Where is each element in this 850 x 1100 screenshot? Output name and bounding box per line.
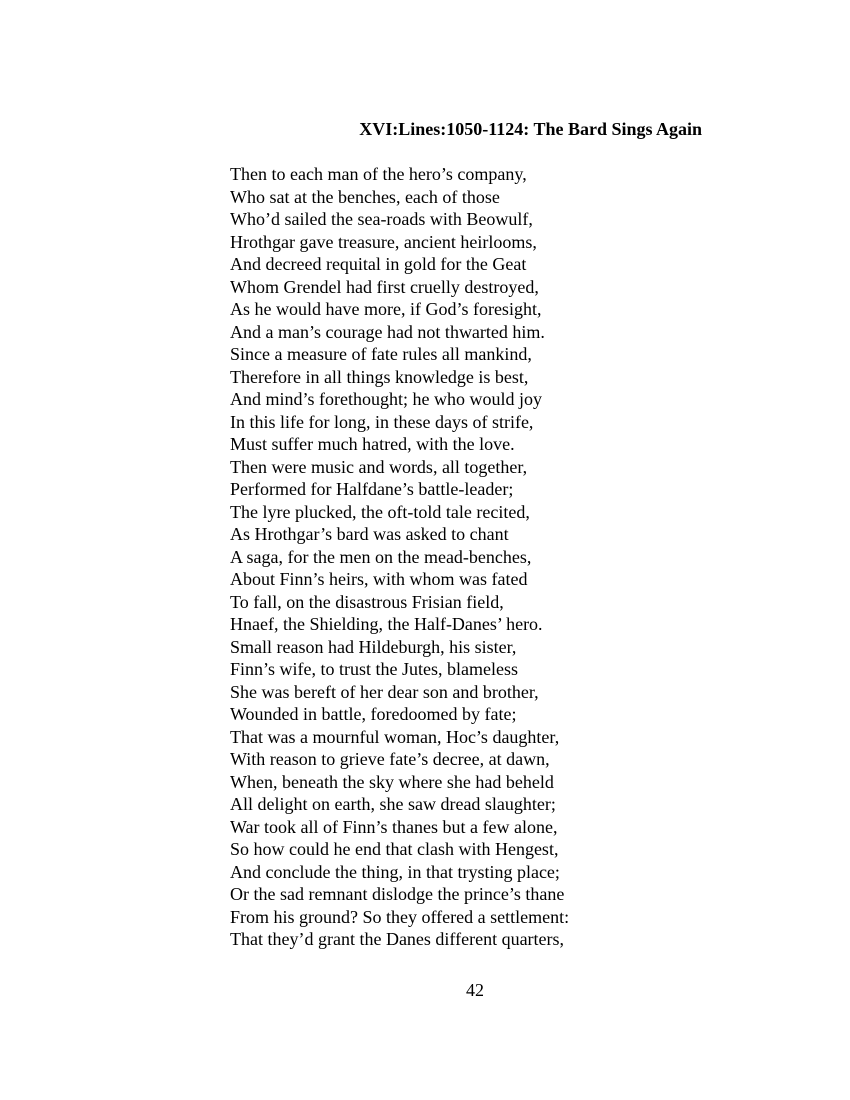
poem-line: With reason to grieve fate’s decree, at dawn, xyxy=(230,749,550,769)
poem-line: So how could he end that clash with Hengest, xyxy=(230,839,559,859)
poem-line: That they’d grant the Danes different quarters, xyxy=(230,929,565,949)
poem-line: Finn’s wife, to trust the Jutes, blameless xyxy=(230,659,518,679)
poem-line: Or the sad remnant dislodge the prince’s thane xyxy=(230,884,565,904)
poem-line: About Finn’s heirs, with whom was fated xyxy=(230,569,528,589)
poem-line: As he would have more, if God’s foresight, xyxy=(230,299,542,319)
poem-line: That was a mournful woman, Hoc’s daughter, xyxy=(230,726,560,747)
poem-line: In this life for long, in these days of strife, xyxy=(230,411,534,432)
poem-line: And decreed requital in gold for the Geat xyxy=(230,254,527,274)
poem-line: To fall, on the disastrous Frisian field, xyxy=(230,591,504,612)
poem-line: Then were music and words, all together, xyxy=(230,456,528,477)
poem-line: And a man’s courage had not thwarted him. xyxy=(230,321,545,342)
poem-line: She was bereft of her dear son and brother, xyxy=(230,681,539,702)
poem-line: The lyre plucked, the oft-told tale recited, xyxy=(230,501,530,522)
poem-line: Whom Grendel had first cruelly destroyed, xyxy=(230,276,539,297)
poem-line: Hnaef, the Shielding, the Half-Danes’ hero. xyxy=(230,614,543,634)
page-number: 42 xyxy=(466,980,484,1000)
poem-line: Must suffer much hatred, with the love. xyxy=(230,434,515,454)
poem-line: Hrothgar gave treasure, ancient heirlooms, xyxy=(230,231,537,252)
poem-line: Performed for Halfdane’s battle-leader; xyxy=(230,479,514,499)
poem-line: And conclude the thing, in that trysting place; xyxy=(230,861,560,882)
poem-line: From his ground? So they offered a settlement: xyxy=(230,906,570,927)
poem-line: Then to each man of the hero’s company, xyxy=(230,164,527,184)
poem-text xyxy=(230,163,750,951)
poem-line: Small reason had Hildeburgh, his sister, xyxy=(230,636,517,657)
poem-line: Who’d sailed the sea-roads with Beowulf, xyxy=(230,209,533,229)
poem-line: And mind’s forethought; he who would joy xyxy=(230,389,542,409)
poem-line: A saga, for the men on the mead-benches, xyxy=(230,546,532,567)
poem-line: Who sat at the benches, each of those xyxy=(230,186,500,207)
poem-line: As Hrothgar’s bard was asked to chant xyxy=(230,524,509,544)
poem-line: Wounded in battle, foredoomed by fate; xyxy=(230,704,517,724)
poem-line: Therefore in all things knowledge is best, xyxy=(230,366,529,387)
page-heading: XVI:Lines:1050-1124: The Bard Sings Again xyxy=(359,119,702,139)
poem-line: Since a measure of fate rules all mankind, xyxy=(230,344,532,364)
poem-line: War took all of Finn’s thanes but a few alone, xyxy=(230,816,558,837)
poem-line: When, beneath the sky where she had beheld xyxy=(230,771,554,792)
poem-line: All delight on earth, she saw dread slaughter; xyxy=(230,794,556,814)
